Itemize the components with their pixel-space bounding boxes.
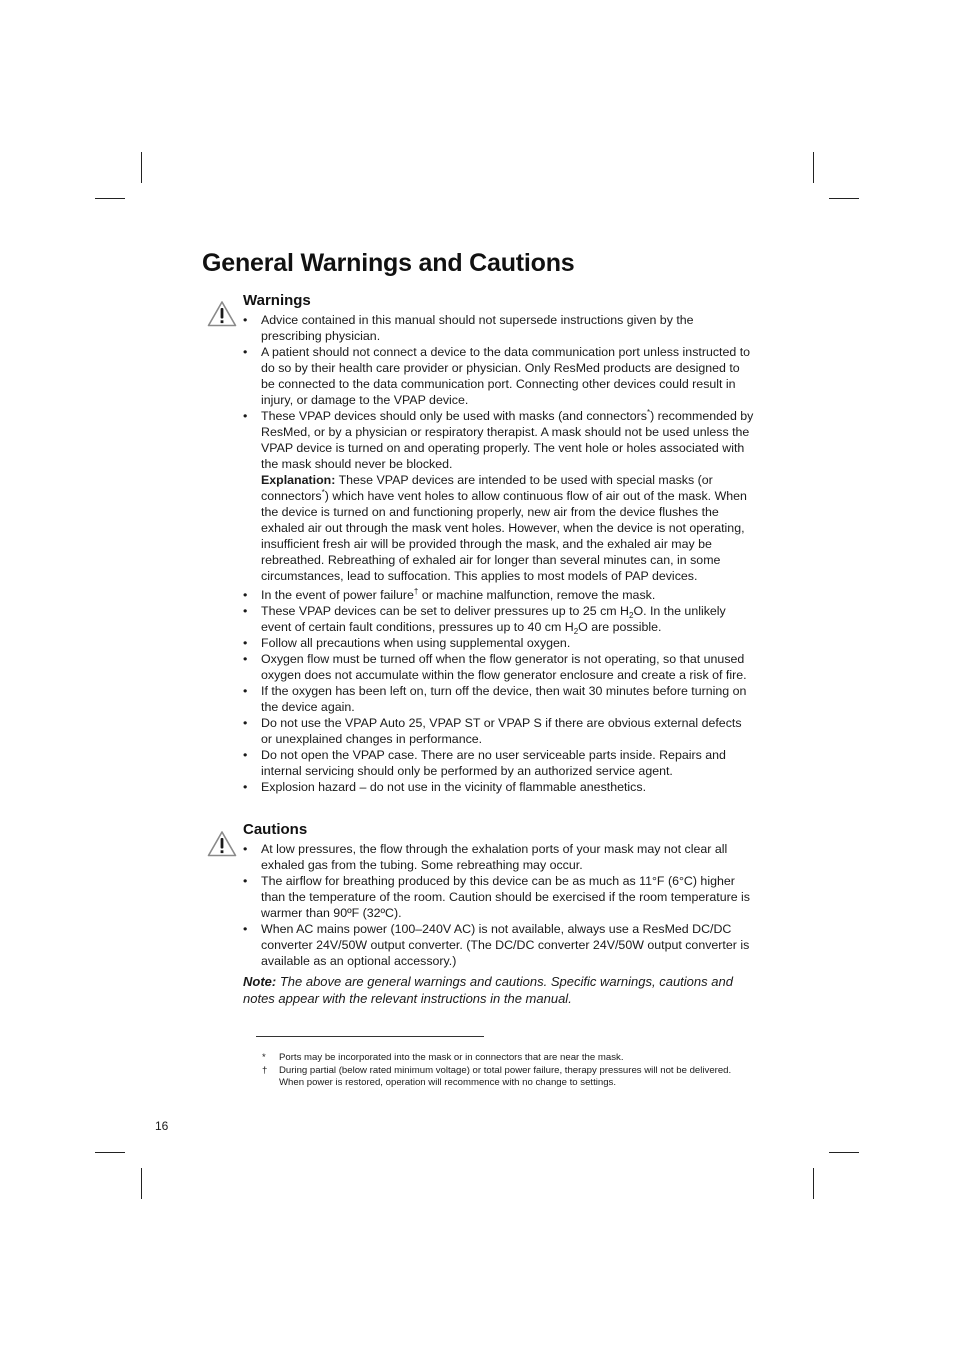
list-item: • Explosion hazard – do not use in the vicinity of flammable anesthetics. [243, 779, 755, 795]
list-item: • These VPAP devices should only be used with masks (and connectors*) recommended by ResMed, or by a physician or respiratory therapist. A mask should not be used unless the VPAP device is turned on and operating properly. The vent hole or holes associated with the mask should never be blocked. Explanation: These VPAP devices are intended to be used with special masks (or connectors*) which have vent holes to allow continuous flow of air out of the mask. When the device is turned on and functioning properly, new air from the device flushes the exhaled air out through the mask vent holes. However, when the device is not operating, insufficient fresh air will be provided through the mask, and the exhaled air may be rebreathed. Rebreathing of exhaled air for longer than several minutes can, in some circumstances, lead to suffocation. This applies to most models of PAP devices. [243, 408, 755, 584]
footnote-divider [256, 1036, 484, 1037]
crop-mark [95, 198, 125, 199]
page-number: 16 [155, 1119, 169, 1133]
explanation-label: Explanation: [261, 473, 336, 487]
list-item: • Do not use the VPAP Auto 25, VPAP ST or VPAP S if there are obvious external defects or unexplained changes in performance. [243, 715, 755, 747]
note-paragraph: Note: The above are general warnings and cautions. Specific warnings, cautions and notes appear with the relevant instructions in the manual. [243, 974, 733, 1006]
list-item: • If the oxygen has been left on, turn off the device, then wait 30 minutes before turning on the device again. [243, 683, 755, 715]
list-item: • Oxygen flow must be turned off when the flow generator is not operating, so that unused oxygen does not accumulate within the flow generator enclosure and create a risk of fire. [243, 651, 755, 683]
list-item: • The airflow for breathing produced by this device can be as much as 11°F (6°C) higher than the temperature of the room. Caution should be exercised if the room temperature is warmer than 90ºF (32ºC). [243, 873, 755, 921]
list-item: • When AC mains power (100–240V AC) is not available, always use a ResMed DC/DC converter 24V/50W output converter. (The DC/DC converter 24V/50W output converter is available as an optional accessory.) [243, 921, 755, 969]
footnote: * Ports may be incorporated into the mask or in connectors that are near the mask. [262, 1052, 624, 1063]
crop-mark [813, 152, 814, 183]
page-title: General Warnings and Cautions [202, 249, 575, 277]
crop-mark [813, 1168, 814, 1199]
list-item: • Advice contained in this manual should not supersede instructions given by the prescribing physician. [243, 312, 755, 344]
footnote: † During partial (below rated minimum voltage) or total power failure, therapy pressures will not be delivered. When power is restored, operation will recommence with no change to settings. [262, 1064, 732, 1089]
crop-mark [141, 152, 142, 183]
crop-mark [141, 1168, 142, 1199]
footnotes [262, 1052, 732, 1090]
footnote-ref: * [646, 408, 651, 417]
note-label: Note: [243, 974, 277, 989]
list-item: • Do not open the VPAP case. There are no user serviceable parts inside. Repairs and internal servicing should only be performed by an authorized service agent. [243, 747, 755, 779]
cautions-list [243, 841, 755, 969]
list-item: • These VPAP devices can be set to deliver pressures up to 25 cm $H_2O$. In the unlikely event of certain fault conditions, pressures up to 40 cm $H_2O$ are possible. [243, 603, 755, 635]
crop-mark [829, 1152, 859, 1153]
crop-mark [95, 1152, 125, 1153]
list-item: • Follow all precautions when using supplemental oxygen. [243, 635, 755, 651]
list-item: • In the event of power failure† or machine malfunction, remove the mask. [243, 587, 755, 603]
cautions-heading: Cautions [243, 821, 308, 838]
warning-triangle-icon [207, 300, 237, 327]
footnote-ref: † [413, 587, 419, 596]
crop-mark [829, 198, 859, 199]
list-item: • At low pressures, the flow through the exhalation ports of your mask may not clear all exhaled gas from the tubing. Some rebreathing may occur. [243, 841, 755, 873]
warnings-heading: Warnings [243, 292, 311, 309]
list-item: • A patient should not connect a device to the data communication port unless instructed to do so by their health care provider or physician. Only ResMed products are designed to be connected to the data communication port. Connecting other devices could result in injury, or damage to the VPAP device. [243, 344, 755, 408]
caution-triangle-icon [207, 830, 237, 857]
warnings-list [243, 312, 755, 795]
footnote-ref: * [321, 488, 325, 497]
